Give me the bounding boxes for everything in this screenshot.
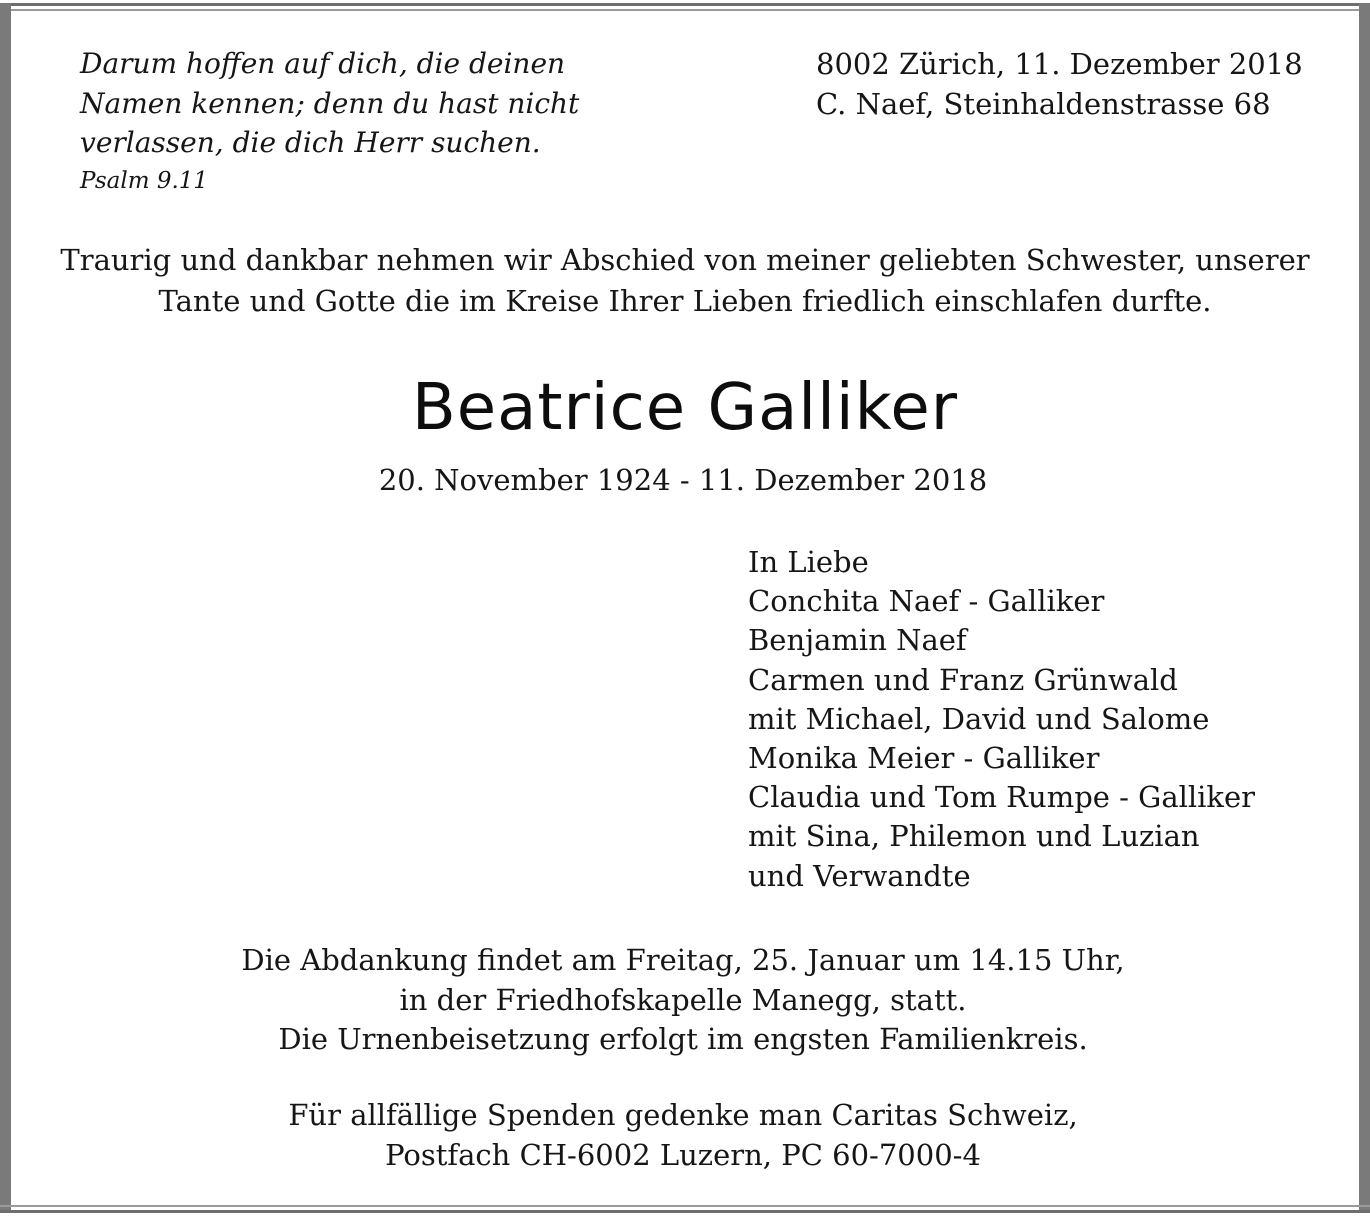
- mourners-list: [748, 543, 1255, 896]
- verse-line: verlassen, die dich Herr suchen.: [80, 126, 541, 159]
- verse-reference: Psalm 9.11: [80, 167, 209, 194]
- mourner-line: Monika Meier - Galliker: [748, 741, 1100, 776]
- ceremony-info: [0, 941, 1366, 1060]
- mourner-line: und Verwandte: [748, 858, 971, 893]
- mourner-line: Claudia und Tom Rumpe - Galliker: [748, 780, 1256, 815]
- mourner-line: mit Sina, Philemon und Luzian: [748, 819, 1200, 854]
- ceremony-line: Die Abdankung findet am Freitag, 25. Januar um 14.15 Uhr,: [241, 943, 1125, 977]
- mourner-line: Carmen und Franz Grünwald: [748, 662, 1178, 697]
- farewell-line: Tante und Gotte die im Kreise Ihrer Lieben friedlich einschlafen durfte.: [158, 283, 1212, 318]
- sender-block: [816, 44, 1303, 124]
- donation-line: Für allfällige Spenden gedenke man Caritas Schweiz,: [288, 1098, 1078, 1132]
- frame-top-inner-rule: [0, 9, 1370, 11]
- place-and-date: 8002 Zürich, 11. Dezember 2018: [816, 47, 1303, 81]
- frame-bottom-rule: [0, 1210, 1370, 1213]
- deceased-name: Beatrice Galliker: [411, 371, 959, 445]
- frame-bottom-inner-rule: [0, 1205, 1370, 1207]
- frame-top-rule: [0, 3, 1370, 6]
- mourner-line: Conchita Naef - Galliker: [748, 584, 1105, 619]
- farewell-message: [40, 240, 1330, 321]
- mourner-line: In Liebe: [748, 545, 869, 579]
- mourner-line: mit Michael, David und Salome: [748, 701, 1210, 736]
- verse-line: Namen kennen; denn du hast nicht: [80, 86, 580, 120]
- donation-info: [0, 1096, 1366, 1175]
- life-dates: 20. November 1924 - 11. Dezember 2018: [378, 463, 988, 497]
- donation-line: Postfach CH-6002 Luzern, PC 60-7000-4: [385, 1137, 981, 1172]
- verse-line: Darum hoffen auf dich, die deinen: [80, 47, 566, 80]
- ceremony-line: in der Friedhofskapelle Manegg, statt.: [399, 982, 967, 1017]
- bible-verse: [80, 44, 600, 199]
- mourner-line: Benjamin Naef: [748, 623, 967, 658]
- sender-address: C. Naef, Steinhaldenstrasse 68: [816, 87, 1271, 121]
- farewell-line: Traurig und dankbar nehmen wir Abschied von meiner geliebten Schwester, unserer: [60, 243, 1310, 277]
- ceremony-line: Die Urnenbeisetzung erfolgt im engsten Familienkreis.: [278, 1022, 1088, 1056]
